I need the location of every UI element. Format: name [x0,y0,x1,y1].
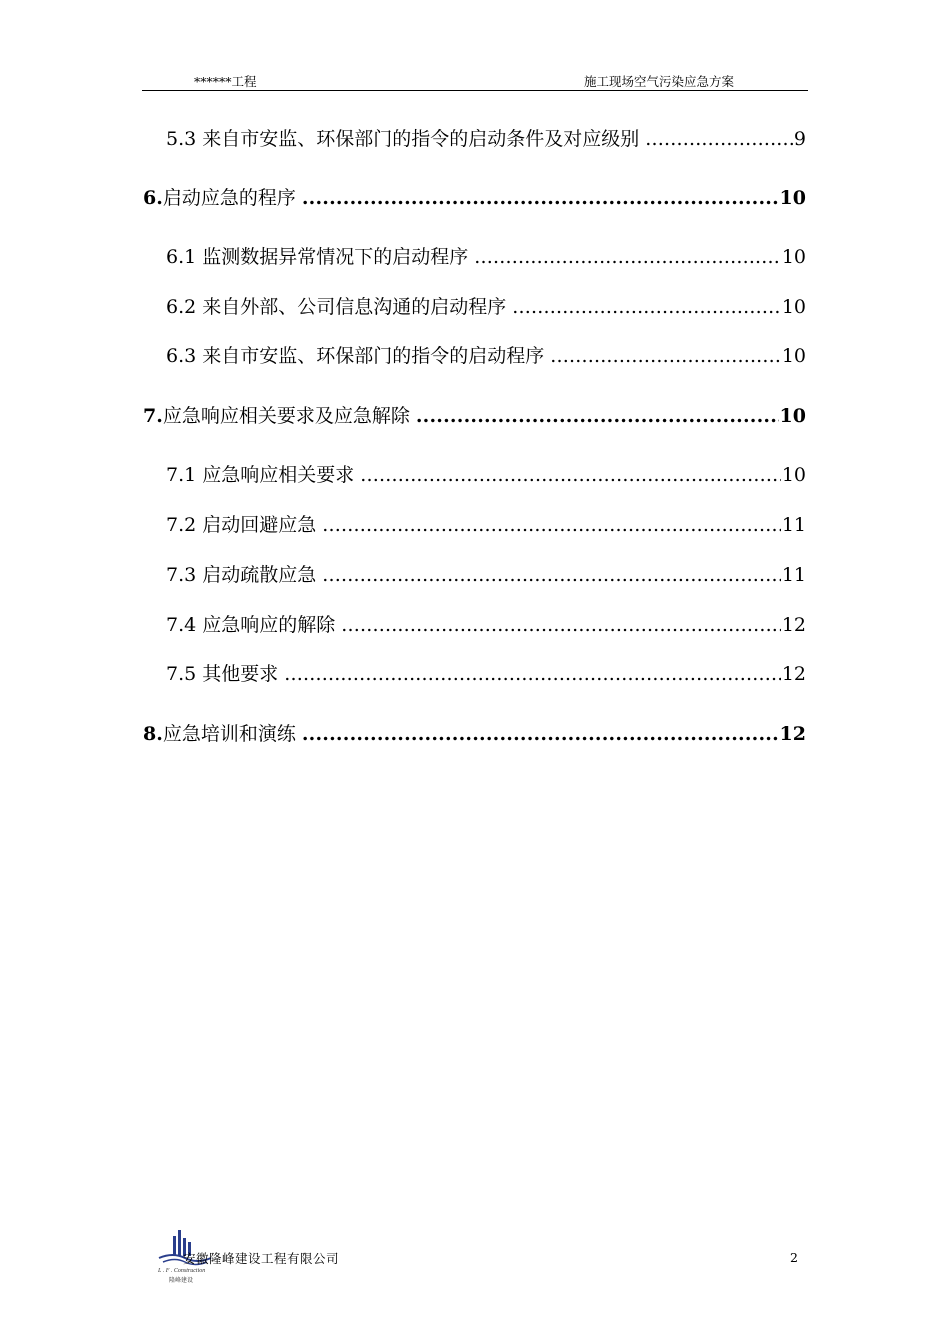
header-document-title: 施工现场空气污染应急方案 [584,74,735,89]
toc-entry-title: 应急培训和演练 [162,723,296,745]
toc-entry-label [166,560,322,587]
toc-entry[interactable] [166,124,806,152]
toc-entry-number: 6. [143,187,163,209]
toc-entry-page: 12 [781,663,806,685]
toc-entry-number: 7. [143,405,163,427]
toc-dot-leader [322,564,781,586]
toc-entry-page: 12 [781,614,806,636]
toc-entry[interactable] [143,401,806,429]
toc-entry-page: 12 [779,723,806,745]
footer-page-number: 2 [790,1250,798,1265]
toc-entry-label [166,460,360,487]
header-project-name: ******工程 [194,74,257,89]
page-footer [155,1222,810,1292]
toc-entry-title: 其他要求 [202,663,279,685]
toc-entry[interactable] [166,341,806,369]
toc-entry[interactable] [166,659,806,687]
toc-entry-label [166,341,550,368]
toc-entry-page: 10 [781,464,806,486]
footer-company-name: 安徽隆峰建设工程有限公司 [183,1251,340,1266]
toc-entry-title: 应急响应的解除 [202,614,336,636]
toc-entry-page: 10 [781,246,806,268]
toc-entry-title: 应急响应相关要求 [202,464,355,486]
toc-entry[interactable] [143,183,806,211]
toc-entry-label [143,401,416,428]
toc-dot-leader [474,246,781,268]
toc-dot-leader [512,296,781,318]
toc-entry-title: 来自市安监、环保部门的指令的启动条件及对应级别 [202,128,640,150]
toc-entry-number: 7.1 [166,464,197,486]
toc-entry-label [166,242,474,269]
toc-entry-number: 6.1 [166,246,197,268]
toc-entry[interactable] [166,242,806,270]
toc-entry-number: 7.5 [166,663,197,685]
toc-entry-label [143,183,302,210]
toc-entry-title: 启动应急的程序 [162,187,296,209]
toc-entry-page: 10 [779,187,806,209]
toc-entry-page: 11 [781,514,806,536]
toc-entry-label [166,124,645,151]
svg-text:L . F . Construction: L . F . Construction [158,1268,206,1274]
toc-entry-page: 10 [781,296,806,318]
toc-entry-number: 6.2 [166,296,197,318]
toc-entry-label [166,659,284,686]
toc-dot-leader [360,464,781,486]
toc-entry-number: 8. [143,723,163,745]
toc-entry-page: 10 [781,345,806,367]
toc-dot-leader [645,128,793,150]
toc-entry-title: 启动回避应急 [202,514,317,536]
page-header [142,70,808,91]
toc-entry[interactable] [143,719,806,747]
toc-entry-number: 7.3 [166,564,197,586]
toc-entry-page: 10 [779,405,806,427]
toc-dot-leader [416,405,779,427]
toc-entry-title: 启动疏散应急 [202,564,317,586]
toc-dot-leader [322,514,781,536]
toc-entry[interactable] [166,510,806,538]
toc-entry[interactable] [166,292,806,320]
toc-entry-title: 来自市安监、环保部门的指令的启动程序 [202,345,545,367]
svg-text:隆峰建设: 隆峰建设 [169,1277,194,1284]
toc-entry-label [166,510,322,537]
toc-entry-title: 来自外部、公司信息沟通的启动程序 [202,296,507,318]
toc-entry-number: 5.3 [166,128,197,150]
toc-dot-leader [284,663,781,685]
toc-entry[interactable] [166,460,806,488]
toc-entry-number: 7.2 [166,514,197,536]
toc-entry-page: 9 [793,128,806,150]
toc-dot-leader [550,345,781,367]
toc-entry-label [166,610,341,637]
toc-dot-leader [341,614,781,636]
toc-entry[interactable] [166,610,806,638]
toc-entry-number: 7.4 [166,614,197,636]
toc-entry-label [143,719,302,746]
toc-dot-leader [302,187,779,209]
toc-dot-leader [302,723,779,745]
toc-entry-page: 11 [781,564,806,586]
toc-entry-title: 应急响应相关要求及应急解除 [162,405,410,427]
toc-entry-number: 6.3 [166,345,197,367]
toc-entry[interactable] [166,560,806,588]
toc-entry-label [166,292,512,319]
toc-entry-title: 监测数据异常情况下的启动程序 [202,246,469,268]
